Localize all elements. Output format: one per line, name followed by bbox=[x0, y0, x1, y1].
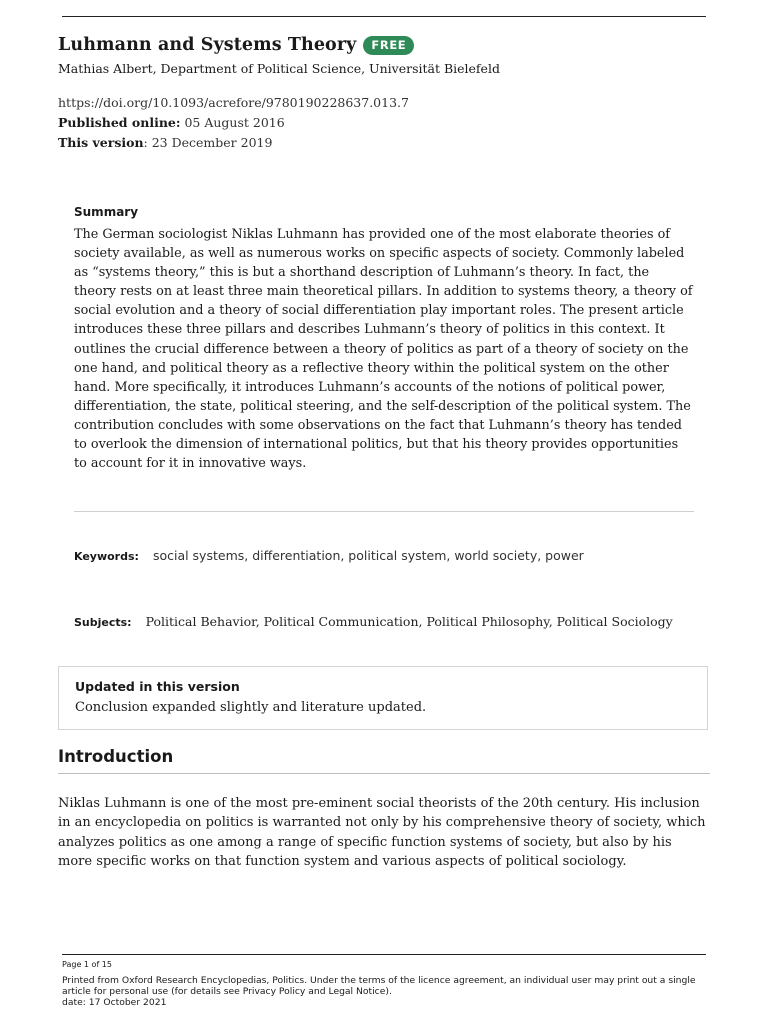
summary-section bbox=[74, 205, 694, 473]
published-label: Published online: bbox=[58, 115, 181, 130]
title-row bbox=[58, 35, 414, 55]
version-value: : 23 December 2019 bbox=[143, 135, 273, 150]
page-number: Page 1 of 15 bbox=[62, 960, 112, 969]
doi-link[interactable]: https://doi.org/10.1093/acrefore/9780190228637.013.7 bbox=[58, 95, 409, 110]
version-date bbox=[58, 135, 272, 150]
published-date bbox=[58, 115, 285, 130]
update-title: Updated in this version bbox=[75, 679, 240, 694]
footer-date: date: 17 October 2021 bbox=[62, 997, 167, 1008]
subjects-label: Subjects: bbox=[74, 616, 132, 629]
top-divider bbox=[62, 16, 706, 17]
subjects-value: Political Behavior, Political Communication, Political Philosophy, Political Sociology bbox=[145, 614, 673, 629]
published-value: 05 August 2016 bbox=[184, 115, 285, 130]
version-label: This version bbox=[58, 135, 144, 150]
summary-heading: Summary bbox=[74, 205, 139, 219]
author-line: Mathias Albert, Department of Political Science, Universität Bielefeld bbox=[58, 61, 500, 76]
update-notice bbox=[58, 666, 708, 730]
summary-text: The German sociologist Niklas Luhmann has provided one of the most elaborate theories of society available, as well as numerous works on specific aspects of society. Commonly labeled as “systems theory,” this is but a shorthand description of Luhmann’s theory. In fact, the theory rests on at least three main theoretical pillars. In addition to systems theory, a theory of social evolution and a theory of social differentiation play important roles. The present article introduces these three pillars and describes Luhmann’s theory of politics in this context. It outlines the crucial difference between a theory of politics as part of a theory of society on the one hand, and political theory as a reflective theory within the political system on the other hand. More specifically, it introduces Luhmann’s accounts of the notions of political power, differentiation, the state, political steering, and the self-description of the political system. The contribution concludes with some observations on the fact that Luhmann’s theory has tended to overlook the dimension of international politics, but that his theory provides opportunities to account for it in innovative ways. bbox=[74, 227, 693, 472]
subjects-row bbox=[74, 614, 673, 629]
footer-divider bbox=[62, 954, 706, 955]
article-title: Luhmann and Systems Theory bbox=[58, 35, 357, 55]
summary-divider bbox=[74, 511, 694, 512]
footer-notice bbox=[62, 975, 710, 1008]
update-text: Conclusion expanded slightly and literature updated. bbox=[75, 700, 427, 715]
keywords-value: social systems, differentiation, political system, world society, power bbox=[152, 548, 584, 563]
introduction-text: Niklas Luhmann is one of the most pre-eminent social theorists of the 20th century. His inclusion in an encyclopedia on politics is warranted not only by his comprehensive theory of society, which analyzes politics as one among a range of specific function systems of society, but also by his more specific works on that function system and various aspects of political sociology. bbox=[58, 796, 706, 869]
keywords-row bbox=[74, 548, 584, 563]
introduction-divider bbox=[58, 773, 710, 774]
footer-notice-text: Printed from Oxford Research Encyclopedias, Politics. Under the terms of the licence agreement, an individual user may print out a single article for personal use (for details see Privacy Policy and Legal Notice). bbox=[62, 975, 696, 997]
keywords-label: Keywords: bbox=[74, 550, 139, 563]
free-badge: FREE bbox=[363, 36, 414, 55]
introduction-heading: Introduction bbox=[58, 747, 174, 766]
